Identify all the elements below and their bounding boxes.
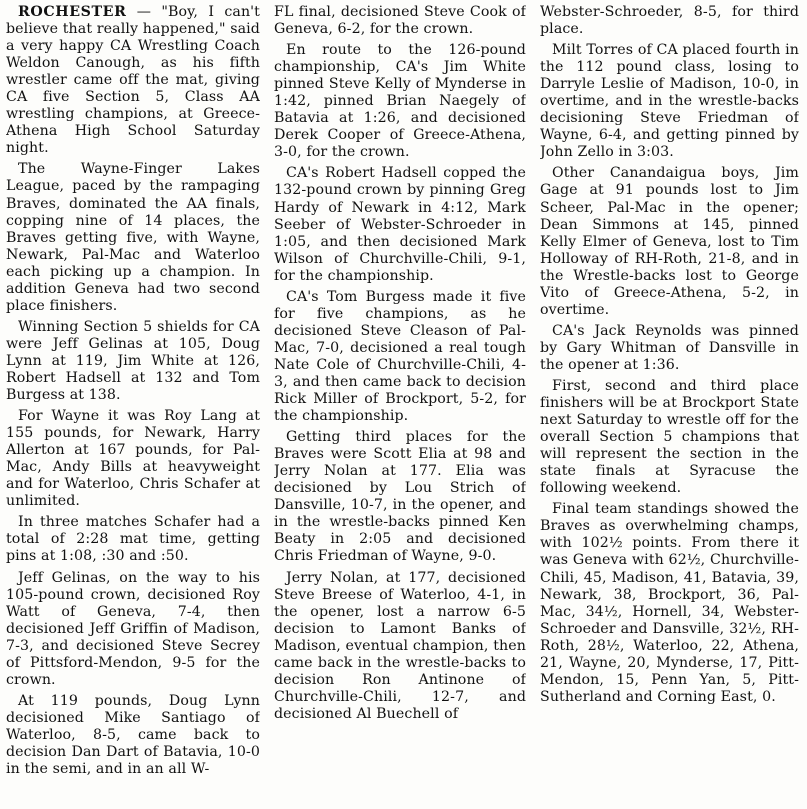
paragraph: CA's Jack Reynolds was pinned by Gary Whitman of Dansville in the opener at 1:36. bbox=[540, 322, 799, 373]
paragraph-text: — "Boy, I can't believe that really happened," said a very happy CA Wrestling Coach Weldon Canough, as his fifth wrestler came off the mat, giving CA five Section 5, Class AA wrestling champions, at Greece-Athena High School Saturday night. bbox=[6, 4, 260, 157]
article-column-2 bbox=[274, 4, 526, 809]
paragraph: Jeff Gelinas, on the way to his 105-pound crown, decisioned Roy Watt of Geneva, 7-4, then decisioned Jeff Griffin of Madison, 7-3, and decisioned Steve Secrey of Pittsford-Mendon, 9-5 for the crown. bbox=[6, 569, 260, 688]
paragraph: FL final, decisioned Steve Cook of Geneva, 6-2, for the crown. bbox=[274, 4, 526, 38]
article-column-1 bbox=[6, 4, 260, 809]
article-column-3 bbox=[540, 4, 799, 809]
dateline: ROCHESTER bbox=[18, 4, 127, 20]
paragraph: Winning Section 5 shields for CA were Jeff Gelinas at 105, Doug Lynn at 119, Jim White at 126, Robert Hadsell at 132 and Tom Burgess at 138. bbox=[6, 318, 260, 404]
paragraph: Other Canandaigua boys, Jim Gage at 91 pounds lost to Jim Scheer, Pal-Mac in the opener; Dean Simmons at 145, pinned Kelly Elmer of Geneva, lost to Tim Holloway of RH-Roth, 21-8, and in the Wrestle-backs lost to George Vito of Greece-Athena, 5-2, in overtime. bbox=[540, 165, 799, 318]
paragraph: For Wayne it was Roy Lang at 155 pounds, for Newark, Harry Allerton at 167 pounds, for Pal-Mac, Andy Bills at heavyweight and for Waterloo, Chris Schafer at unlimited. bbox=[6, 408, 260, 510]
paragraph: Jerry Nolan, at 177, decisioned Steve Breese of Waterloo, 4-1, in the opener, lost a narrow 6-5 decision to Lamont Banks of Madison, eventual champion, then came back in the wrestle-backs to decision Ron Antinone of Churchville-Chili, 12-7, and decisioned Al Buechell of bbox=[274, 569, 526, 722]
paragraph: CA's Tom Burgess made it five for five champions, as he decisioned Steve Cleason of Pal-Mac, 7-0, decisioned a real tough Nate Cole of Churchville-Chili, 4-3, and then came back to decision Rick Miller of Brockport, 5-2, for the championship. bbox=[274, 288, 526, 425]
paragraph: En route to the 126-pound championship, CA's Jim White pinned Steve Kelly of Mynderse in 1:42, pinned Brian Naegely of Batavia at 1:26, and decisioned Derek Cooper of Greece-Athena, 3-0, for the crown. bbox=[274, 42, 526, 161]
paragraph: First, second and third place finishers will be at Brockport State next Saturday to wrestle off for the overall Section 5 champions that will represent the section in the state finals at Syracuse the following weekend. bbox=[540, 377, 799, 497]
paragraph: In three matches Schafer had a total of 2:28 mat time, getting pins at 1:08, :30 and :50. bbox=[6, 514, 260, 565]
paragraph: Webster-Schroeder, 8-5, for third place. bbox=[540, 4, 799, 38]
paragraph: The Wayne-Finger Lakes League, paced by the rampaging Braves, dominated the AA finals, copping nine of 14 places, the Braves getting five, with Wayne, Newark, Pal-Mac and Waterloo each picking up a champion. In addition Geneva had two second place finishers. bbox=[6, 161, 260, 314]
paragraph: Final team standings showed the Braves as overwhelming champs, with 102½ points. From there it was Geneva with 62½, Churchville-Chili, 45, Madison, 41, Batavia, 39, Newark, 38, Brockport, 36, Pal-Mac, 34½, Hornell, 34, Webster-Schroeder and Dansville, 32½, RH-Roth, 28½, Waterloo, 22, Athena, 21, Wayne, 20, Mynderse, 17, Pitt-Mendon, 15, Penn Yan, 5, Pitt-Sutherland and Corning East, 0. bbox=[540, 501, 799, 705]
paragraph bbox=[6, 4, 260, 157]
paragraph: At 119 pounds, Doug Lynn decisioned Mike Santiago of Waterloo, 8-5, came back to decision Dan Dart of Batavia, 10-0 in the semi, and in an all W- bbox=[6, 692, 260, 778]
paragraph: Getting third places for the Braves were Scott Elia at 98 and Jerry Nolan at 177. Elia was decisioned by Lou Strich of Dansville, 10-7, in the opener, and in the wrestle-backs pinned Ken Beaty in 2:05 and decisioned Chris Friedman of Wayne, 9-0. bbox=[274, 429, 526, 565]
paragraph: CA's Robert Hadsell copped the 132-pound crown by pinning Greg Hardy of Newark in 4:12, Mark Seeber of Webster-Schroeder in 1:05, and then decisioned Mark Wilson of Churchville-Chili, 9-1, for the championship. bbox=[274, 165, 526, 284]
paragraph: Milt Torres of CA placed fourth in the 112 pound class, losing to Darryle Leslie of Madison, 10-0, in overtime, and in the wrestle-backs decisioning Steve Friedman of Wayne, 6-4, and getting pinned by John Zello in 3:03. bbox=[540, 42, 799, 161]
